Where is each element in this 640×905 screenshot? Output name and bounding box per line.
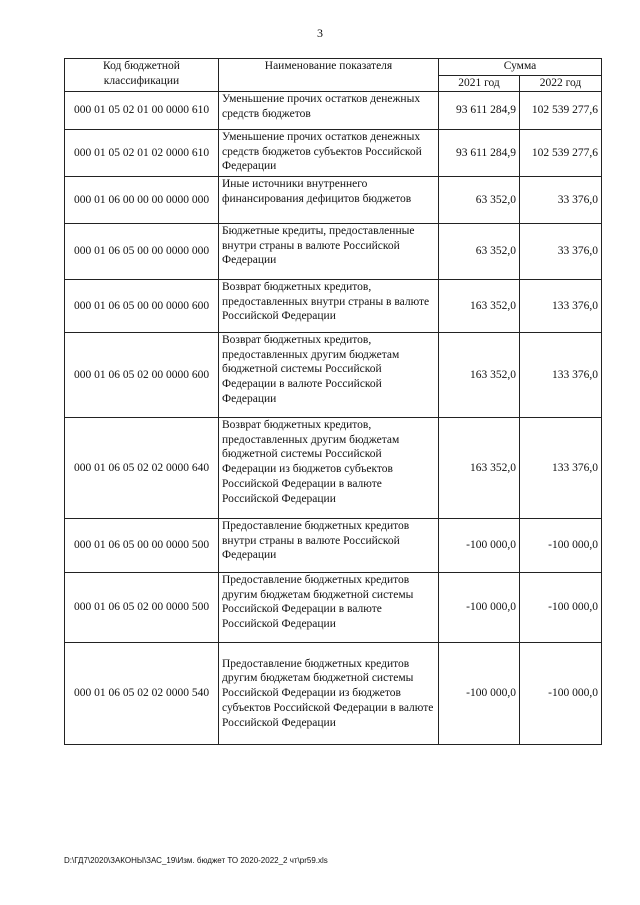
row-value-2022: -100 000,0	[520, 573, 602, 643]
header-name: Наименование показателя	[219, 59, 439, 92]
row-value-2022: 33 376,0	[520, 177, 602, 224]
row-code: 000 01 06 05 02 00 0000 500	[65, 573, 219, 643]
table-row	[65, 280, 602, 333]
row-code: 000 01 06 05 00 00 0000 000	[65, 224, 219, 280]
row-code: 000 01 05 02 01 02 0000 610	[65, 130, 219, 177]
row-code: 000 01 06 05 02 00 0000 600	[65, 333, 219, 418]
row-value-2022: 133 376,0	[520, 333, 602, 418]
row-code: 000 01 06 05 02 02 0000 540	[65, 643, 219, 745]
row-value-2021: 163 352,0	[439, 418, 520, 519]
row-value-2021: 93 611 284,9	[439, 130, 520, 177]
row-value-2022: 33 376,0	[520, 224, 602, 280]
row-code: 000 01 06 00 00 00 0000 000	[65, 177, 219, 224]
row-value-2022: -100 000,0	[520, 519, 602, 573]
row-value-2021: -100 000,0	[439, 573, 520, 643]
row-name: Бюджетные кредиты, предоставленные внутри страны в валюте Российской Федерации	[219, 224, 439, 280]
row-value-2022: 133 376,0	[520, 418, 602, 519]
table-row	[65, 224, 602, 280]
row-code: 000 01 05 02 01 00 0000 610	[65, 92, 219, 130]
row-name: Иные источники внутреннего финансирования дефицитов бюджетов	[219, 177, 439, 224]
header-sum: Сумма	[439, 59, 602, 76]
row-value-2021: -100 000,0	[439, 643, 520, 745]
table-row	[65, 519, 602, 573]
budget-table	[64, 58, 602, 745]
row-value-2022: 133 376,0	[520, 280, 602, 333]
row-value-2022: 102 539 277,6	[520, 92, 602, 130]
page-number: 3	[317, 26, 323, 40]
table-row	[65, 333, 602, 418]
header-year-2022: 2022 год	[520, 76, 602, 92]
row-value-2022: 102 539 277,6	[520, 130, 602, 177]
row-name: Предоставление бюджетных кредитов другим бюджетам бюджетной системы Российской Федерации в валюте Российской Федерации	[219, 573, 439, 643]
row-name: Уменьшение прочих остатков денежных средств бюджетов	[219, 92, 439, 130]
file-path-footer: D:\ГД7\2020\ЗАКОНЫ\ЗАС_19\Изм. бюджет ТО 2020-2022_2 чт\pr59.xls	[64, 856, 328, 865]
row-value-2022: -100 000,0	[520, 643, 602, 745]
table-row	[65, 418, 602, 519]
row-name: Предоставление бюджетных кредитов другим бюджетам бюджетной системы Российской Федерации из бюджетов субъектов Российской Федерации в валюте Российской Федерации	[219, 643, 439, 745]
row-value-2021: 163 352,0	[439, 280, 520, 333]
row-name: Возврат бюджетных кредитов, предоставленных внутри страны в валюте Российской Федерации	[219, 280, 439, 333]
row-code: 000 01 06 05 00 00 0000 600	[65, 280, 219, 333]
row-value-2021: -100 000,0	[439, 519, 520, 573]
table-row	[65, 177, 602, 224]
header-code: Код бюджетной классификации	[65, 59, 219, 92]
row-name: Уменьшение прочих остатков денежных средств бюджетов субъектов Российской Федерации	[219, 130, 439, 177]
row-code: 000 01 06 05 02 02 0000 640	[65, 418, 219, 519]
row-value-2021: 93 611 284,9	[439, 92, 520, 130]
row-name: Возврат бюджетных кредитов, предоставленных другим бюджетам бюджетной системы Российской Федерации в валюте Российской Федерации	[219, 333, 439, 418]
row-value-2021: 63 352,0	[439, 177, 520, 224]
table-row	[65, 573, 602, 643]
row-value-2021: 163 352,0	[439, 333, 520, 418]
row-name: Предоставление бюджетных кредитов внутри страны в валюте Российской Федерации	[219, 519, 439, 573]
table-row	[65, 130, 602, 177]
table-row	[65, 92, 602, 130]
row-value-2021: 63 352,0	[439, 224, 520, 280]
row-name: Возврат бюджетных кредитов, предоставленных другим бюджетам бюджетной системы Российской Федерации из бюджетов субъектов Российской Федерации в валюте Российской Федерации	[219, 418, 439, 519]
row-code: 000 01 06 05 00 00 0000 500	[65, 519, 219, 573]
table-row	[65, 643, 602, 745]
header-year-2021: 2021 год	[439, 76, 520, 92]
